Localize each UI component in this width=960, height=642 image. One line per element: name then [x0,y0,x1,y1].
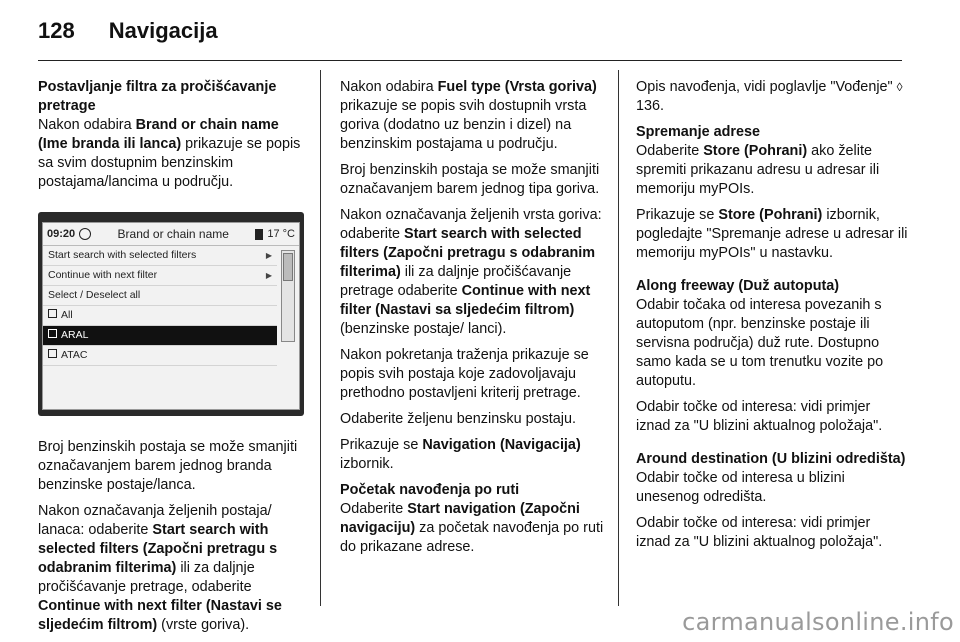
column-divider [320,70,321,606]
text: (vrste goriva). [157,617,250,633]
menu-term: Navigation (Navigacija) [422,437,581,453]
thermometer-icon [255,229,263,240]
temperature: 17 °C [267,227,295,240]
menu-term: Start search with selected filters (Započni pretragu s odabranim filterima) [340,226,596,280]
paragraph [636,78,908,116]
text: ili za daljnje pročišćavanje pretrage odaberite [340,264,572,299]
menu-item-selected[interactable] [43,326,277,346]
chapter-title: Navigacija [108,18,218,43]
text: ili za daljnje pročišćavanje pretrage, odaberite [38,560,255,595]
screen-title: Brand or chain name [117,226,229,241]
section-heading: Along freeway (Duž autoputa) [636,278,840,294]
text: (benzinske postaje/ lanci). [340,321,507,337]
menu-item-label: Start search with selected filters [48,249,197,261]
scrollbar-thumb[interactable] [283,253,293,281]
text: Odabir točke od interesa u blizini unesenog odredišta. [636,470,845,505]
section-heading: Spremanje adrese [636,124,760,140]
paragraph: Odabir točke od interesa: vidi primjer iznad za "U blizini aktualnog položaja". [636,399,883,434]
paragraph: Odabir točke od interesa: vidi primjer iznad za "U blizini aktualnog položaja". [636,515,883,550]
text: Nakon označavanja željenih postaja/ lanaca: odaberite [38,503,272,538]
clock: 09:20 [47,227,76,240]
destination-section [636,450,908,507]
page-header [38,18,218,44]
paragraph [340,78,608,154]
filter-section [38,78,306,192]
scrollbar[interactable] [281,250,295,342]
paragraph: Broj benzinskih postaja se može smanjiti označavanjem barem jednog tipa goriva. [340,162,600,197]
menu-item[interactable] [43,286,277,306]
text: 136. [636,98,665,114]
text: prikazuje se popis svih dostupnih vrsta goriva (dodatno uz benzin i dizel) na benzinskim postajama u području. [340,98,587,152]
menu-term: Store (Pohrani) [703,143,808,159]
paragraph [38,502,306,635]
screen-menu-list [43,246,277,366]
column-left [38,78,306,642]
text: za početak navođenja po ruti do prikazane adrese. [340,520,604,555]
text: prikazuje se popis sa svim dostupnim benzinskim postajama/lancima u području. [38,136,301,190]
menu-term: Start navigation (Započni navigaciju) [340,501,580,536]
text: Odaberite [636,143,704,159]
menu-term: Fuel type (Vrsta goriva) [437,79,597,95]
text: Odabir točaka od interesa povezanih s autoputom (npr. benzinske postaje ili servisna područja) duž rute. Dostupno samo kada se u tom trenutku vozite po autoputu. [636,297,884,389]
text: izbornik, pogledajte "Spremanje adrese u adresar ili memoriju myPOIs" u nastavku. [636,207,908,261]
paragraph [340,436,608,474]
page-reference-icon: ◊ [896,80,903,94]
play-arrow-icon: ▶ [265,271,272,280]
menu-term: Start search with selected filters (Započni pretragu s odabranim filterima) [38,522,278,576]
text: Prikazuje se [636,207,719,223]
menu-term: Continue with next filter (Nastavi se sljedećim filtrom) [38,598,282,633]
menu-item[interactable] [43,346,277,366]
text: Nakon odabira [38,117,136,133]
screen-status-bar [43,223,299,246]
menu-item[interactable] [43,306,277,326]
section-heading: Around destination (U blizini odredišta) [636,451,906,467]
menu-item-label: Select / Deselect all [48,289,141,301]
column-divider [618,70,619,606]
section-heading: Postavljanje filtra za pročišćavanje pretrage [38,79,277,114]
infotainment-screen [42,222,300,410]
text: ako želite spremiti prikazanu adresu u adresar ili memoriju myPOIs. [636,143,880,197]
menu-term: Brand or chain name (Ime branda ili lanca) [38,117,279,152]
paragraph: Nakon pokretanja traženja prikazuje se popis svih postaja koje zadovoljavaju prethodno postavljeni kriterij pretrage. [340,347,589,401]
back-icon[interactable] [79,228,91,240]
menu-term: Continue with next filter (Nastavi sa sljedećim filtrom) [340,283,591,318]
checkbox-icon [48,349,57,358]
page-number: 128 [38,18,75,43]
text: izbornik. [340,456,394,472]
text: Odaberite [340,501,408,517]
freeway-section [636,277,908,391]
menu-item-label: All [61,309,73,321]
menu-item-label: ATAC [61,349,88,361]
section-heading: Početak navođenja po ruti [340,482,520,498]
paragraph: Broj benzinskih postaja se može smanjiti označavanjem barem jednog branda benzinske postaje/lanca. [38,439,298,493]
menu-term: Store (Pohrani) [718,207,823,223]
play-arrow-icon: ▶ [265,251,272,260]
header-rule [38,60,902,61]
column-middle [340,78,608,564]
text: Opis navođenja, vidi poglavlje "Vođenje" [636,79,897,95]
text: Nakon odabira [340,79,438,95]
menu-item[interactable] [43,266,277,286]
checkbox-checked-icon [48,329,57,338]
paragraph [340,206,608,339]
menu-item[interactable] [43,246,277,266]
screen-figure [38,212,304,416]
column-right [636,78,908,559]
menu-item-label: ARAL [61,329,89,341]
text: Prikazuje se [340,437,423,453]
paragraph: Odaberite željenu benzinsku postaju. [340,411,576,427]
route-section [340,481,608,557]
menu-item-label: Continue with next filter [48,269,158,281]
store-section [636,123,908,199]
text: Nakon označavanja željenih vrsta goriva: odaberite [340,207,602,242]
watermark: carmanualsonline.info [682,608,954,636]
checkbox-icon [48,309,57,318]
paragraph [636,206,908,263]
